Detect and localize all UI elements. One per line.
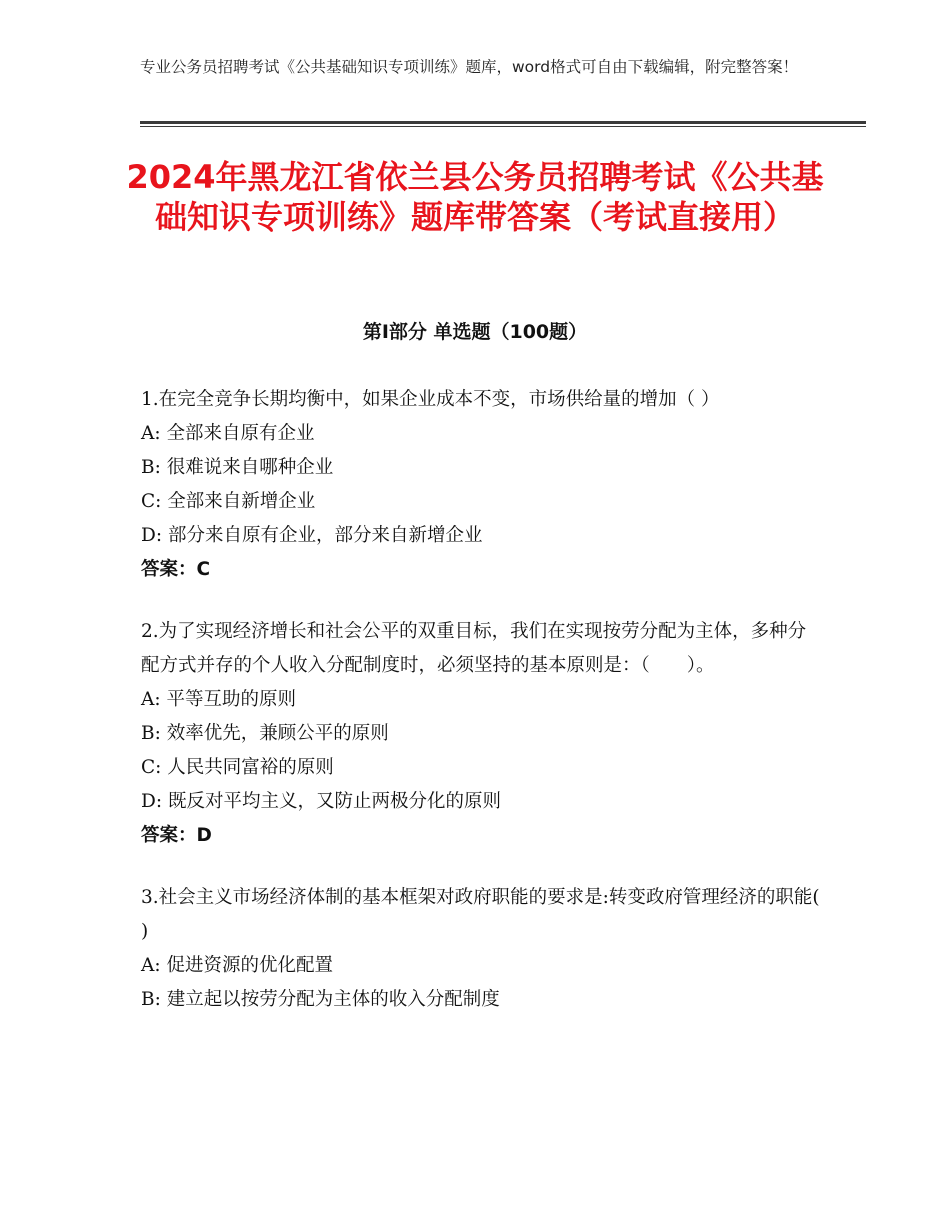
option-d: D: 既反对平均主义，又防止两极分化的原则 <box>141 791 501 812</box>
option-b: B: 建立起以按劳分配为主体的收入分配制度 <box>141 989 500 1010</box>
question-3 <box>141 881 821 1017</box>
question-1 <box>141 383 821 587</box>
option-c: C: 全部来自新增企业 <box>141 491 316 512</box>
option-a: A: 平等互助的原则 <box>141 689 296 710</box>
header-divider-thick <box>140 121 866 124</box>
option-b: B: 很难说来自哪种企业 <box>141 457 334 478</box>
question-stem: 3.社会主义市场经济体制的基本框架对政府职能的要求是:转变政府管理经济的职能( ) <box>141 887 820 942</box>
question-stem: 2.为了实现经济增长和社会公平的双重目标，我们在实现按劳分配为主体，多种分配方式并存的个人收入分配制度时，必须坚持的基本原则是：（ ）。 <box>141 621 807 676</box>
option-d: D: 部分来自原有企业，部分来自新增企业 <box>141 525 483 546</box>
document-title: 2024年黑龙江省依兰县公务员招聘考试《公共基础知识专项训练》题库带答案（考试直接用） <box>126 158 824 236</box>
option-b: B: 效率优先，兼顾公平的原则 <box>141 723 389 744</box>
header-divider-thin <box>140 126 866 127</box>
answer: 答案：D <box>141 825 212 846</box>
answer: 答案：C <box>141 559 211 580</box>
question-2 <box>141 615 821 853</box>
question-list <box>141 383 821 1045</box>
option-c: C: 人民共同富裕的原则 <box>141 757 334 778</box>
header-note: 专业公务员招聘考试《公共基础知识专项训练》题库，word格式可自由下载编辑，附完整答案！ <box>140 58 799 76</box>
section-title: 第I部分 单选题（100题） <box>362 321 588 343</box>
question-stem: 1.在完全竞争长期均衡中，如果企业成本不变，市场供给量的增加（ ） <box>141 389 720 410</box>
option-a: A: 促进资源的优化配置 <box>141 955 333 976</box>
option-a: A: 全部来自原有企业 <box>141 423 315 444</box>
